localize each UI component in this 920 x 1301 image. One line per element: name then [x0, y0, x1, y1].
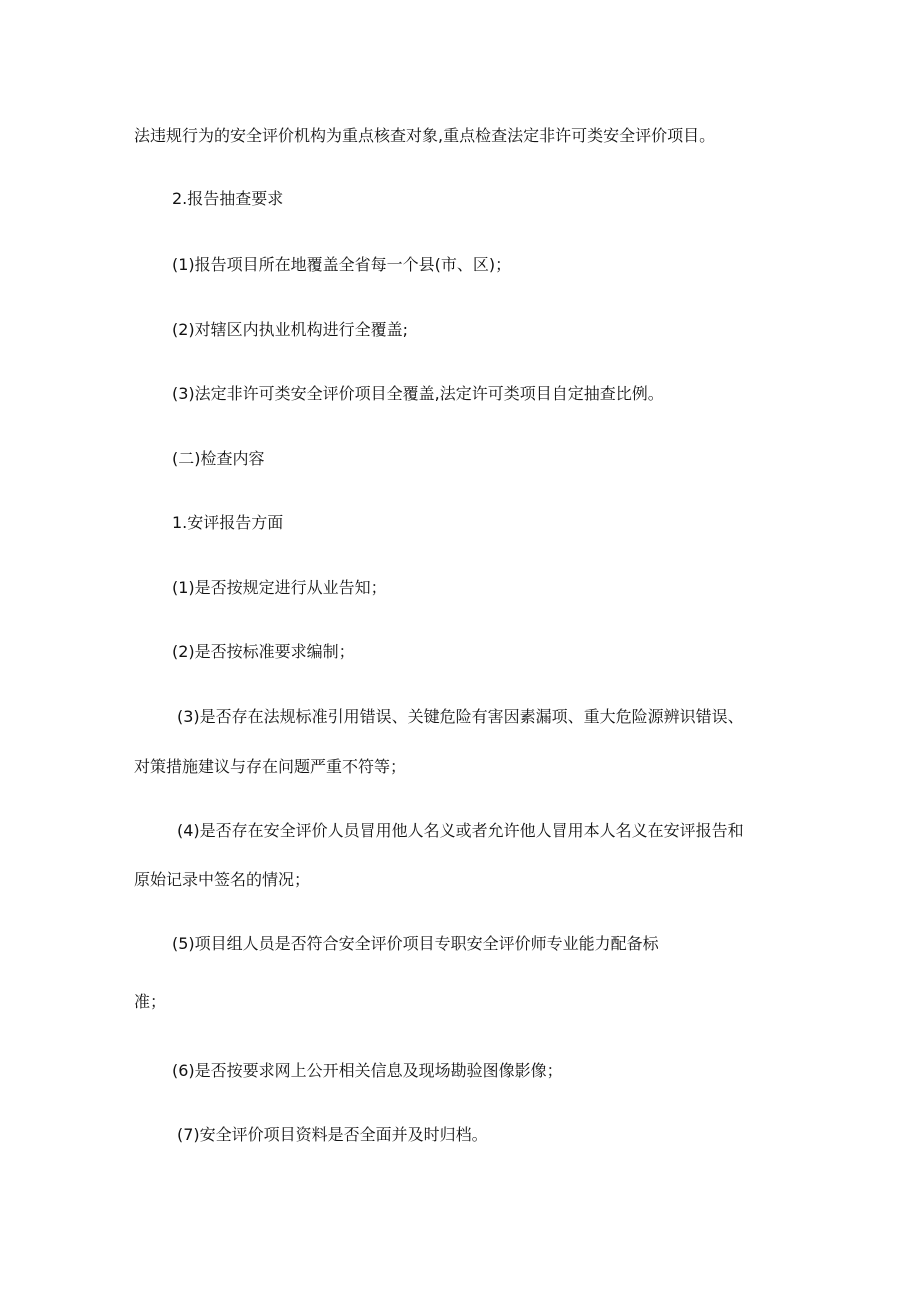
- list-item: (3)法定非许可类安全评价项目全覆盖,法定许可类项目自定抽查比例。: [172, 384, 664, 403]
- list-item-continuation: 对策措施建议与存在问题严重不符等；: [134, 757, 407, 776]
- paragraph-line: 法违规行为的安全评价机构为重点核查对象,重点检查法定非许可类安全评价项目。: [134, 126, 716, 145]
- list-item: (1)报告项目所在地覆盖全省每一个县(市、区)；: [172, 255, 512, 274]
- list-item: (3)是否存在法规标准引用错误、关键危险有害因素漏项、重大危险源辨识错误、: [177, 707, 744, 726]
- list-item: (2)对辖区内执业机构进行全覆盖;: [172, 320, 409, 339]
- list-item: (7)安全评价项目资料是否全面并及时归档。: [177, 1125, 488, 1144]
- list-item-continuation: 准；: [134, 992, 167, 1011]
- list-item: (6)是否按要求网上公开相关信息及现场勘验图像影像；: [172, 1061, 563, 1080]
- section-heading: 2.报告抽查要求: [172, 189, 284, 208]
- list-item: (1)是否按规定进行从业告知；: [172, 578, 387, 597]
- list-item: (4)是否存在安全评价人员冒用他人名义或者允许他人冒用本人名义在安评报告和: [177, 821, 744, 840]
- list-item: (2)是否按标准要求编制；: [172, 642, 355, 661]
- subsection-heading: 1.安评报告方面: [172, 513, 284, 532]
- section-heading: (二)检查内容: [172, 449, 265, 468]
- list-item-continuation: 原始记录中签名的情况；: [134, 870, 311, 889]
- list-item: (5)项目组人员是否符合安全评价项目专职安全评价师专业能力配备标: [172, 934, 659, 953]
